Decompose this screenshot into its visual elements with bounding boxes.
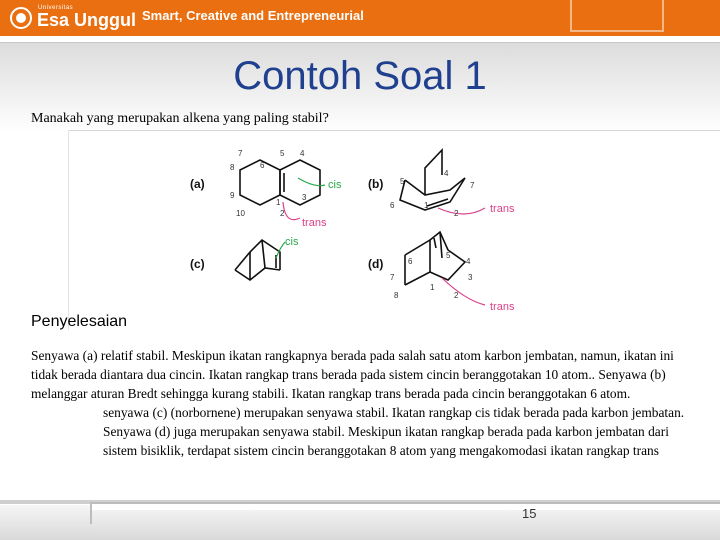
label-d: (d) bbox=[368, 257, 384, 271]
solution-paragraph-2: senyawa (c) (norbornene) merupakan senyawa stabil. Ikatan rangkap cis tidak berada pada karbon jembatan. Senyawa (d) juga merupakan senyawa stabil. Meskipun ikatan rangkap berada pada karbon jembatan dari sistem bisiklik, terdapat sistem cincin beranggotakan 8 atom yang mengakomodasi ikatan rangkap trans bbox=[103, 405, 685, 458]
atom-number: 2 bbox=[454, 209, 459, 218]
page-number: 15 bbox=[522, 506, 537, 521]
cis-label-a: cis bbox=[328, 179, 342, 191]
header-decoration bbox=[570, 0, 664, 32]
solution-heading: Penyelesaian bbox=[31, 313, 128, 330]
structure-b-bridge bbox=[425, 150, 442, 195]
atom-number: 7 bbox=[238, 149, 243, 158]
atom-number: 1 bbox=[424, 201, 429, 210]
trans-label-b: trans bbox=[490, 203, 515, 215]
atom-number: 4 bbox=[300, 149, 305, 158]
alkene-structures-figure bbox=[180, 140, 540, 320]
atom-number: 1 bbox=[276, 198, 281, 207]
header-bar bbox=[0, 0, 720, 40]
slogan: Smart, Creative and Entrepreneurial bbox=[142, 8, 364, 23]
solution-paragraph-1: Senyawa (a) relatif stabil. Meskipun ikatan rangkapnya berada pada salah satu atom karbon jembatan, namun, ikatan ini tidak berada diantara dua cincin. Ikatan rangkap trans berada pada sistem cincin beranggotakan 10 atom.. Senyawa (b) melanggar aturan Bredt sehingga kurang stabili. Ikatan rangkap trans berada pada cincin beranggotakan 6 atom. bbox=[31, 348, 674, 401]
question-text: Manakah yang merupakan alkena yang paling stabil? bbox=[31, 111, 329, 126]
solution-body bbox=[31, 346, 691, 460]
footer-left-block bbox=[0, 505, 90, 535]
footer-frame bbox=[90, 502, 720, 524]
slide-title: Contoh Soal 1 bbox=[233, 54, 487, 98]
label-b: (b) bbox=[368, 177, 384, 191]
atom-number: 6 bbox=[260, 161, 265, 170]
structure-b-trans-arrow bbox=[438, 208, 485, 214]
atom-number: 6 bbox=[408, 257, 413, 266]
atom-number: 6 bbox=[390, 201, 395, 210]
structures-svg bbox=[180, 140, 540, 320]
atom-number: 4 bbox=[444, 169, 449, 178]
frame-divider-vertical bbox=[68, 130, 69, 330]
atom-number: 9 bbox=[230, 191, 235, 200]
structure-c-bridge2 bbox=[262, 240, 265, 268]
logo-subtitle: Universitas bbox=[38, 5, 74, 11]
label-a: (a) bbox=[190, 177, 205, 191]
cis-label-c: cis bbox=[285, 236, 299, 248]
atom-number: 7 bbox=[470, 181, 475, 190]
structure-c-bottom bbox=[235, 268, 280, 280]
label-c: (c) bbox=[190, 257, 205, 271]
logo-name: Esa Unggul bbox=[37, 10, 137, 30]
atom-number: 3 bbox=[468, 273, 473, 282]
atom-number: 5 bbox=[446, 251, 451, 260]
structure-a-ring-right bbox=[280, 160, 320, 205]
header-divider bbox=[0, 36, 720, 43]
structure-d-trans-arrow bbox=[442, 278, 485, 305]
atom-number: 3 bbox=[302, 193, 307, 202]
structure-c-top bbox=[235, 240, 280, 270]
atom-number: 1 bbox=[430, 283, 435, 292]
structure-d-double-bond bbox=[434, 238, 436, 248]
atom-number: 5 bbox=[280, 149, 285, 158]
university-logo-icon bbox=[10, 7, 32, 29]
atom-number: 5 bbox=[400, 177, 405, 186]
structure-a-cis-arrow bbox=[298, 178, 325, 186]
atom-number: 2 bbox=[280, 209, 285, 218]
atom-number: 10 bbox=[236, 209, 245, 218]
trans-label-d: trans bbox=[490, 301, 515, 313]
structure-a-trans-arrow bbox=[283, 202, 300, 220]
atom-number: 7 bbox=[390, 273, 395, 282]
structure-b-double-bond bbox=[427, 199, 448, 206]
atom-number: 2 bbox=[454, 291, 459, 300]
atom-number: 8 bbox=[230, 163, 235, 172]
trans-label-a: trans bbox=[302, 217, 327, 229]
frame-divider bbox=[68, 130, 720, 131]
atom-number: 8 bbox=[394, 291, 399, 300]
atom-number: 4 bbox=[466, 257, 471, 266]
